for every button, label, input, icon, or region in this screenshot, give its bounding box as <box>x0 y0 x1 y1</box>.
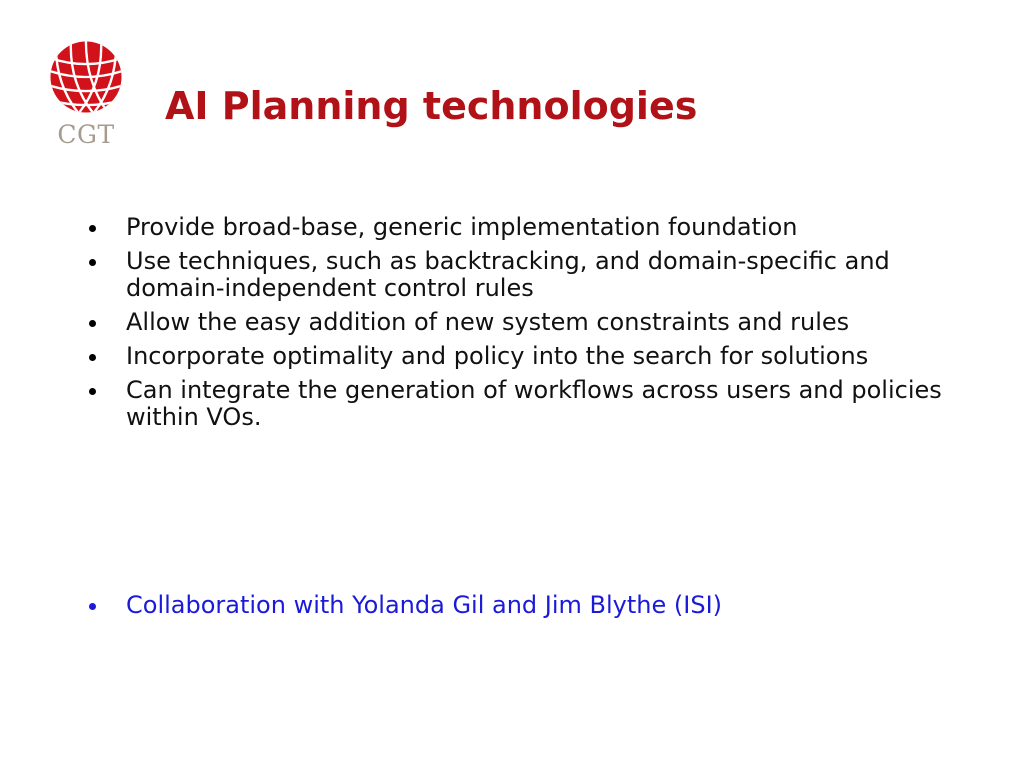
bullet-dot-icon <box>89 259 96 266</box>
logo-text: CGT <box>57 120 115 149</box>
bullet-list <box>86 214 946 438</box>
bullet-dot-icon <box>89 603 96 610</box>
bullet-dot-icon <box>89 388 96 395</box>
bullet-item <box>86 343 946 370</box>
cgt-globe-logo-icon <box>49 40 123 114</box>
bullet-text: Allow the easy addition of new system constraints and rules <box>126 308 850 336</box>
bullet-text: Incorporate optimality and policy into the search for solutions <box>126 342 869 370</box>
bullet-dot-icon <box>89 354 96 361</box>
collaboration-text: Collaboration with Yolanda Gil and Jim Blythe (ISI) <box>126 591 723 619</box>
collaboration-note <box>86 590 946 620</box>
bullet-item <box>86 309 946 336</box>
bullet-dot-icon <box>89 225 96 232</box>
bullet-dot-icon <box>89 320 96 327</box>
bullet-item <box>86 214 946 241</box>
bullet-text: Provide broad-base, generic implementation foundation <box>126 213 798 241</box>
bullet-text: Can integrate the generation of workflows across users and policies within VOs. <box>126 376 942 431</box>
slide-title: AI Planning technologies <box>165 84 698 128</box>
bullet-text: Use techniques, such as backtracking, and domain-specific and domain-independent control rules <box>126 247 890 302</box>
cgt-logo <box>46 40 126 152</box>
bullet-item <box>86 377 946 431</box>
bullet-item <box>86 248 946 302</box>
